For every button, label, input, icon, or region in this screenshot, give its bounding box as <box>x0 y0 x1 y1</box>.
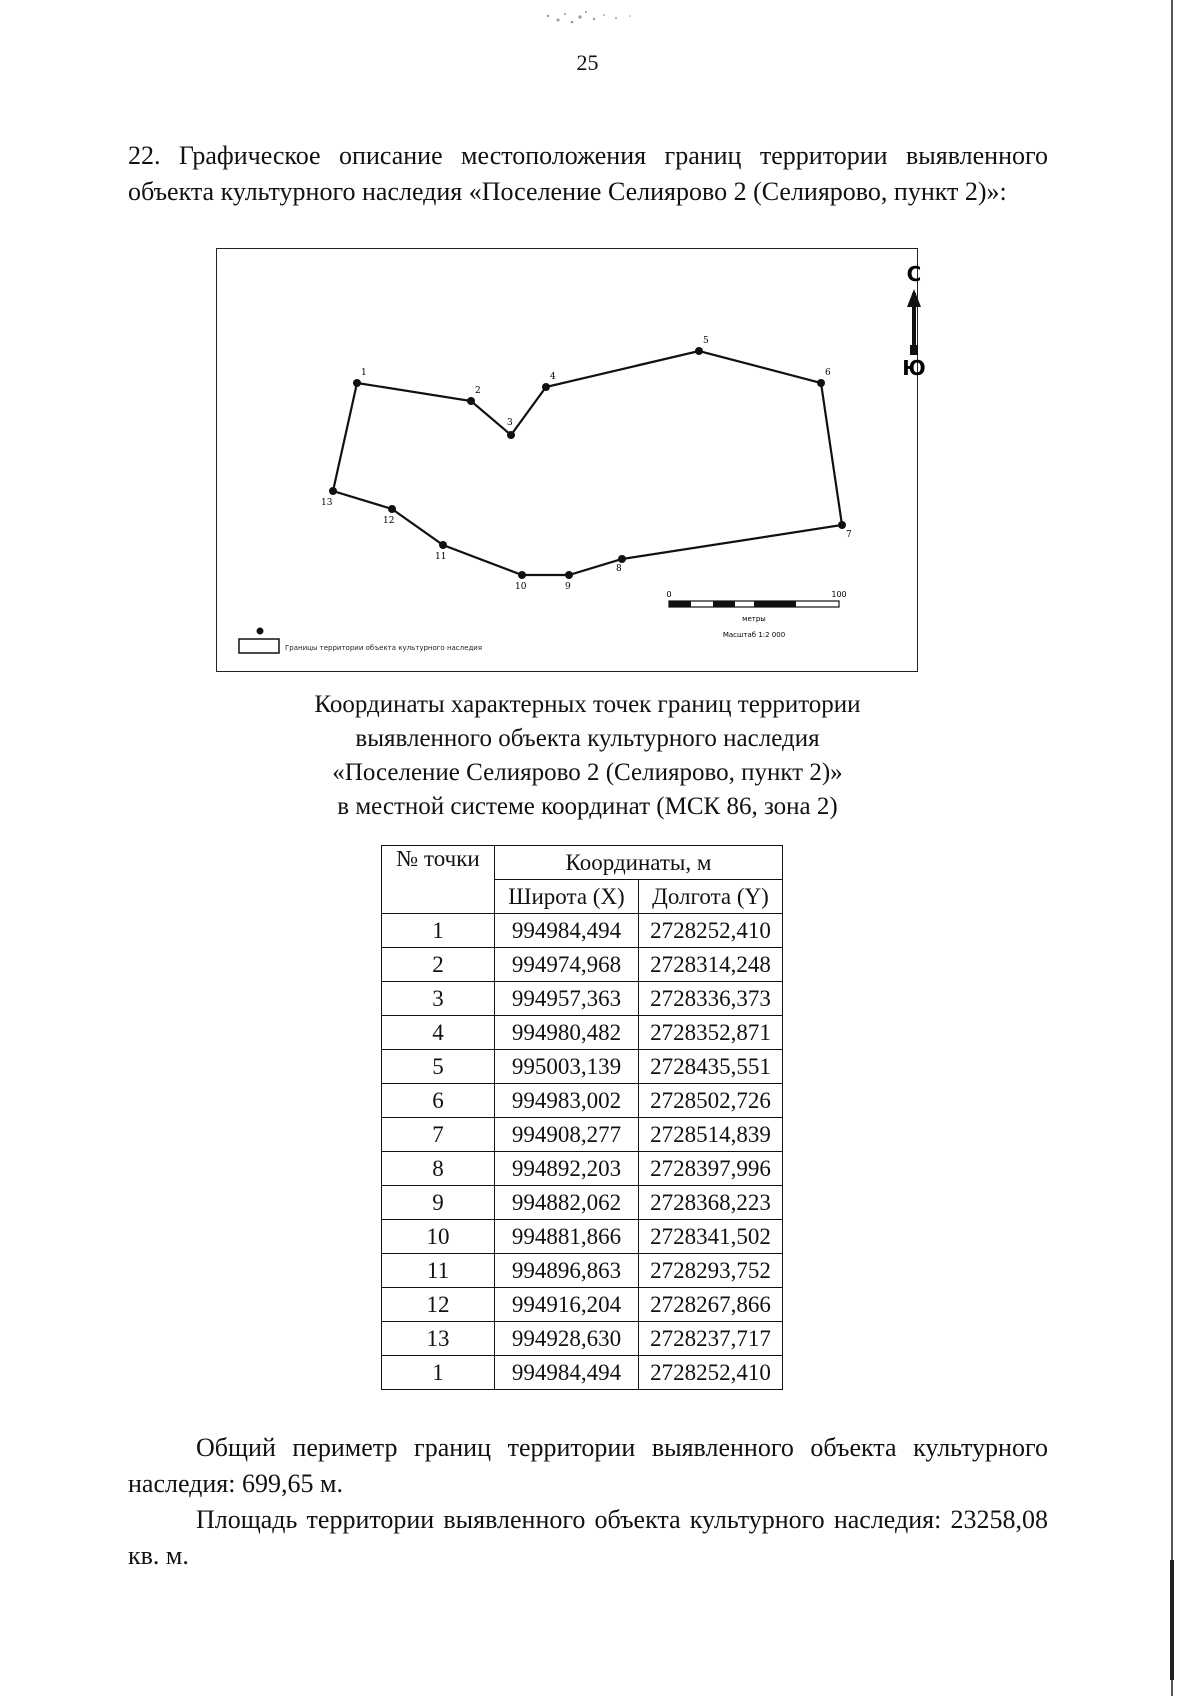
north-arrow <box>902 262 925 380</box>
longitude-cell: 2728336,373 <box>639 982 783 1016</box>
table-row <box>382 948 783 982</box>
latitude-cell: 994983,002 <box>495 1084 639 1118</box>
latitude-cell: 994896,863 <box>495 1254 639 1288</box>
table-row <box>382 1050 783 1084</box>
longitude-cell: 2728435,551 <box>639 1050 783 1084</box>
point-number-cell: 7 <box>382 1118 495 1152</box>
latitude-cell: 994928,630 <box>495 1322 639 1356</box>
scan-margin-mark <box>1170 1560 1174 1680</box>
vertex-label: 7 <box>846 530 852 540</box>
table-row <box>382 1152 783 1186</box>
boundary-vertex <box>467 397 475 405</box>
table-caption <box>0 688 1175 824</box>
point-number-cell: 13 <box>382 1322 495 1356</box>
longitude-cell: 2728314,248 <box>639 948 783 982</box>
closing-text <box>128 1430 1048 1574</box>
caption-line: в местной системе координат (МСК 86, зона 2) <box>337 793 838 820</box>
point-number-cell: 1 <box>382 914 495 948</box>
table-row <box>382 1356 783 1390</box>
longitude-cell: 2728514,839 <box>639 1118 783 1152</box>
point-number-cell: 5 <box>382 1050 495 1084</box>
boundary-vertex <box>388 505 396 513</box>
latitude-cell: 995003,139 <box>495 1050 639 1084</box>
page-number: 25 <box>576 50 599 75</box>
point-number-cell: 4 <box>382 1016 495 1050</box>
header-longitude: Долгота (Y) <box>639 880 783 914</box>
boundary-vertex <box>618 555 626 563</box>
longitude-cell: 2728252,410 <box>639 1356 783 1390</box>
scale-ratio-label: Масштаб 1:2 000 <box>722 631 786 639</box>
boundary-map-drawing <box>217 249 926 673</box>
south-label: Ю <box>902 356 926 380</box>
vertex-label: 10 <box>515 582 527 592</box>
vertex-label: 3 <box>507 418 513 428</box>
north-label: С <box>906 262 922 286</box>
latitude-cell: 994984,494 <box>495 1356 639 1390</box>
vertex-label: 12 <box>383 516 395 526</box>
coordinates-table <box>381 845 783 1390</box>
caption-line: выявленного объекта культурного наследия <box>355 725 820 752</box>
longitude-cell: 2728267,866 <box>639 1288 783 1322</box>
scale-start-label: 0 <box>666 590 672 599</box>
header-coordinates: Координаты, м <box>495 846 783 880</box>
table-header-row <box>382 846 783 880</box>
boundary-vertex <box>565 571 573 579</box>
table-row <box>382 1288 783 1322</box>
vertex-label: 1 <box>361 368 367 378</box>
boundary-vertex <box>838 521 846 529</box>
boundary-vertex <box>353 379 361 387</box>
point-number-cell: 2 <box>382 948 495 982</box>
scale-bar <box>666 590 846 639</box>
vertex-label: 2 <box>475 386 481 396</box>
scale-unit-label: метры <box>742 615 766 623</box>
area-paragraph: Площадь территории выявленного объекта культурного наследия: 23258,08 кв. м. <box>128 1505 1048 1570</box>
point-number-cell: 10 <box>382 1220 495 1254</box>
caption-line: «Поселение Селиярово 2 (Селиярово, пункт 2)» <box>332 759 843 786</box>
latitude-cell: 994980,482 <box>495 1016 639 1050</box>
longitude-cell: 2728502,726 <box>639 1084 783 1118</box>
table-row <box>382 1118 783 1152</box>
boundary-vertex <box>439 541 447 549</box>
point-number-cell: 12 <box>382 1288 495 1322</box>
vertex-label: 9 <box>565 582 571 592</box>
scale-end-label: 100 <box>831 590 847 599</box>
vertex-label: 5 <box>703 336 709 346</box>
table-row <box>382 1084 783 1118</box>
latitude-cell: 994892,203 <box>495 1152 639 1186</box>
longitude-cell: 2728252,410 <box>639 914 783 948</box>
boundary-map <box>216 248 926 672</box>
point-number-cell: 6 <box>382 1084 495 1118</box>
table-row <box>382 1186 783 1220</box>
latitude-cell: 994974,968 <box>495 948 639 982</box>
boundary-vertex <box>518 571 526 579</box>
longitude-cell: 2728341,502 <box>639 1220 783 1254</box>
point-number-cell: 9 <box>382 1186 495 1220</box>
boundary-polygon <box>333 351 842 575</box>
boundary-vertex <box>507 431 515 439</box>
longitude-cell: 2728237,717 <box>639 1322 783 1356</box>
header-point-number: № точки <box>382 846 495 914</box>
scan-margin-line <box>1171 0 1173 1696</box>
point-number-cell: 3 <box>382 982 495 1016</box>
point-number-cell: 1 <box>382 1356 495 1390</box>
legend-label: Границы территории объекта культурного наследия <box>285 644 483 652</box>
latitude-cell: 994916,204 <box>495 1288 639 1322</box>
longitude-cell: 2728368,223 <box>639 1186 783 1220</box>
latitude-cell: 994881,866 <box>495 1220 639 1254</box>
longitude-cell: 2728293,752 <box>639 1254 783 1288</box>
boundary-vertex <box>695 347 703 355</box>
longitude-cell: 2728397,996 <box>639 1152 783 1186</box>
map-legend <box>239 628 482 654</box>
perimeter-paragraph: Общий периметр границ территории выявленного объекта культурного наследия: 699,65 м. <box>128 1433 1048 1498</box>
table-row <box>382 982 783 1016</box>
caption-line: Координаты характерных точек границ территории <box>314 691 861 718</box>
latitude-cell: 994984,494 <box>495 914 639 948</box>
vertex-label: 6 <box>825 368 831 378</box>
vertex-label: 13 <box>321 498 333 508</box>
table-row <box>382 1016 783 1050</box>
table-row <box>382 1220 783 1254</box>
vertex-label: 11 <box>435 552 447 562</box>
longitude-cell: 2728352,871 <box>639 1016 783 1050</box>
point-number-cell: 8 <box>382 1152 495 1186</box>
header-latitude: Широта (X) <box>495 880 639 914</box>
boundary-vertex <box>817 379 825 387</box>
vertex-label: 8 <box>616 564 622 574</box>
latitude-cell: 994908,277 <box>495 1118 639 1152</box>
boundary-vertex <box>329 487 337 495</box>
table-row <box>382 1322 783 1356</box>
scan-artifact <box>520 8 660 30</box>
section-heading: 22. Графическое описание местоположения границ территории выявленного объекта культурного наследия «Поселение Селиярово 2 (Селиярово, пункт 2)»: <box>128 141 1048 206</box>
latitude-cell: 994957,363 <box>495 982 639 1016</box>
table-row <box>382 914 783 948</box>
vertex-label: 4 <box>550 372 556 382</box>
table-row <box>382 1254 783 1288</box>
point-number-cell: 11 <box>382 1254 495 1288</box>
boundary-vertex <box>542 383 550 391</box>
latitude-cell: 994882,062 <box>495 1186 639 1220</box>
